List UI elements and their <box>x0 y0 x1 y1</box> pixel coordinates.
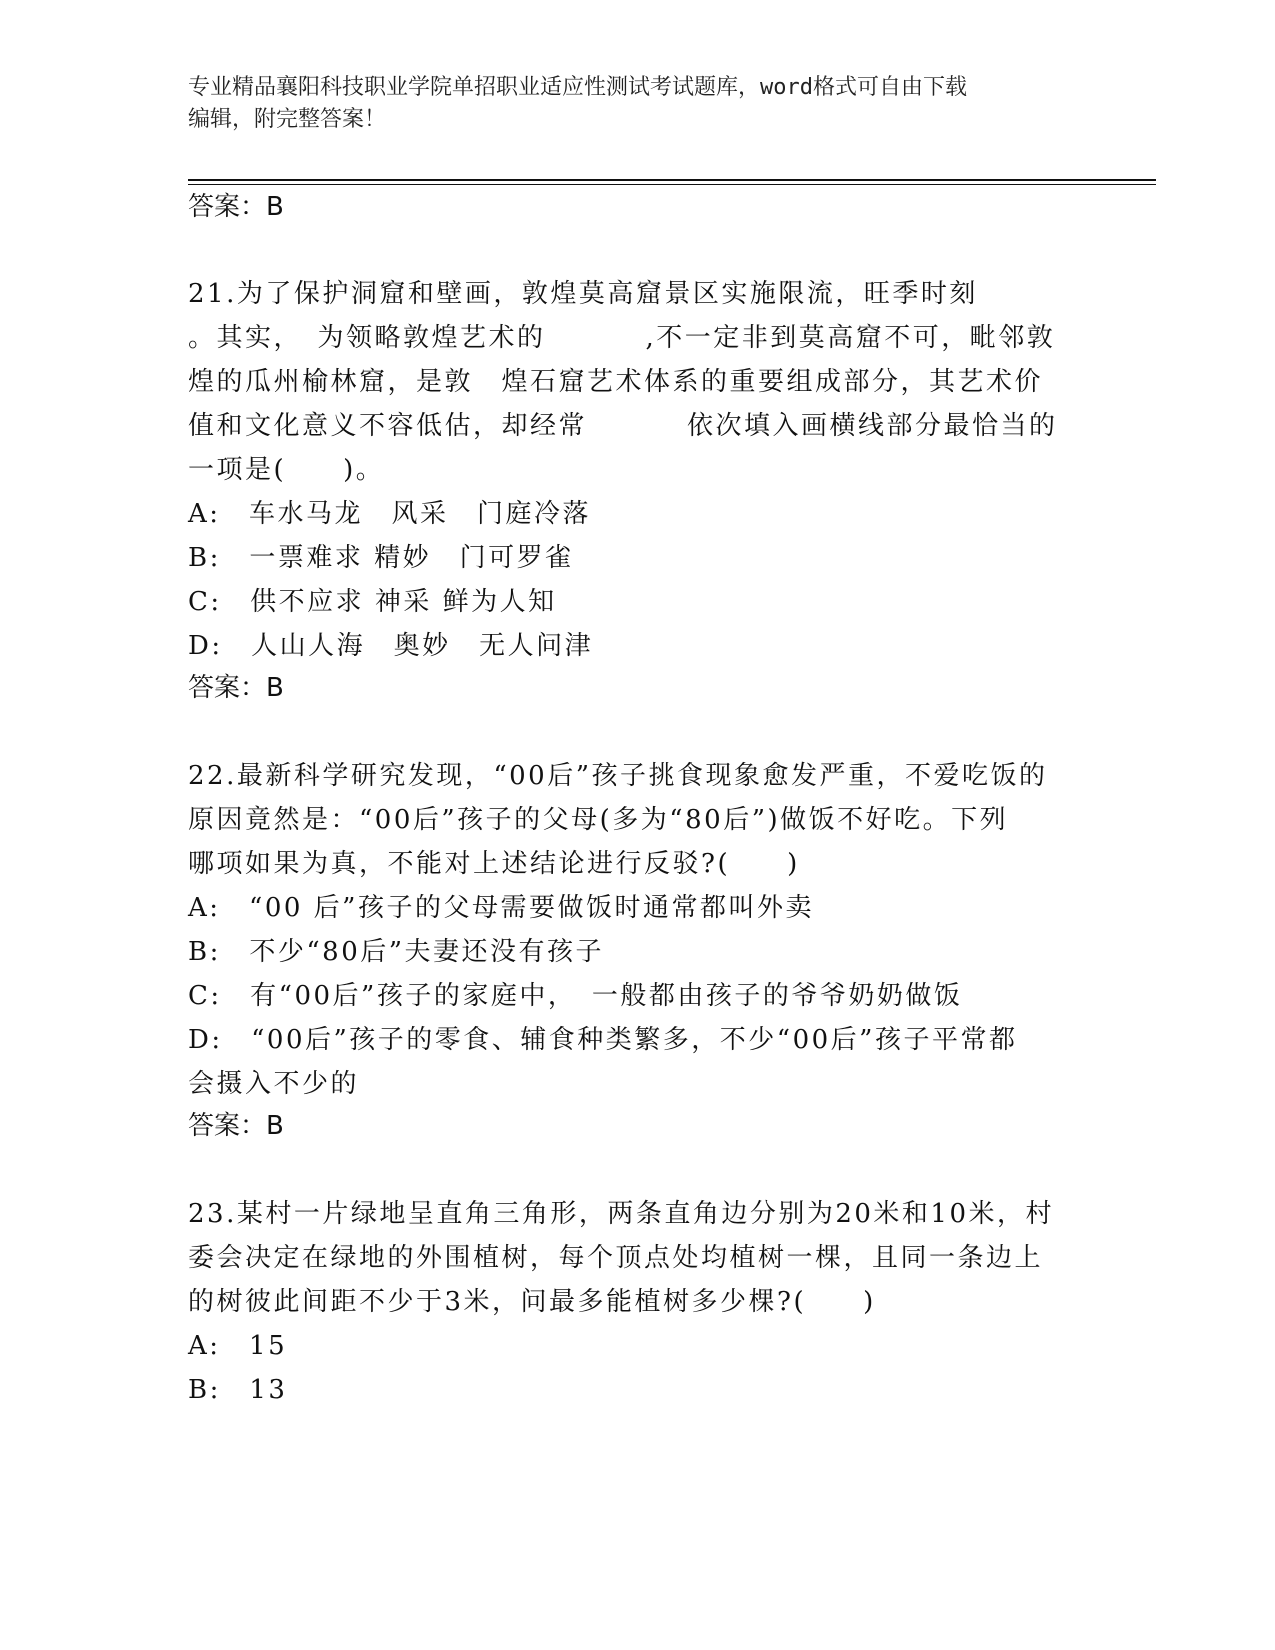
q21-stem-line-3: 煌的瓜州榆林窟，是敦 煌石窟艺术体系的重要组成部分，其艺术价 <box>188 367 1044 397</box>
q21-stem-line-4 <box>188 405 1058 442</box>
q21-option-a: A: 车水马龙 风采 门庭冷落 <box>188 499 592 529</box>
q21-option-d: D: 人山人海 奥妙 无人问津 <box>188 631 594 661</box>
answer-q21: 答案：B <box>188 673 284 703</box>
q21-stem-line-2a: 。其实， 为领略敦煌艺术的 <box>188 323 546 353</box>
q21-option-b: B: 一票难求 精妙 门可罗雀 <box>188 543 574 573</box>
q22-stem-line-3: 哪项如果为真，不能对上述结论进行反驳?( ) <box>188 849 800 879</box>
q22-option-c: C: 有“00后”孩子的家庭中， 一般都由孩子的爷爷奶奶做饭 <box>188 981 963 1011</box>
q21-stem-line-2 <box>188 317 1055 354</box>
q23-stem-line-2: 委会决定在绿地的外围植树，每个顶点处均植树一棵，且同一条边上 <box>188 1243 1044 1273</box>
answer-q20: 答案：B <box>188 192 284 222</box>
q22-option-d-line-2: 会摄入不少的 <box>188 1069 360 1099</box>
header-rule-thin <box>188 184 1156 185</box>
q22-stem-line-1: 22.最新科学研究发现，“00后”孩子挑食现象愈发严重，不爱吃饭的 <box>188 761 1048 791</box>
q23-stem-line-1: 23.某村一片绿地呈直角三角形，两条直角边分别为20米和10米，村 <box>188 1199 1055 1229</box>
q22-option-d-line-1: D: “00后”孩子的零食、辅食种类繁多，不少“00后”孩子平常都 <box>188 1025 1018 1055</box>
q23-stem-line-3: 的树彼此间距不少于3米，问最多能植树多少棵?( ) <box>188 1287 876 1317</box>
q21-stem-line-2b: ,不一定非到莫高窟不可，毗邻敦 <box>645 323 1056 353</box>
header-rule-thick <box>188 179 1156 181</box>
q21-stem-line-1: 21.为了保护洞窟和壁画，敦煌莫高窟景区实施限流，旺季时刻 <box>188 279 978 309</box>
q22-option-b: B: 不少“80后”夫妻还没有孩子 <box>188 937 605 967</box>
page-header <box>188 72 1088 136</box>
header-line-2: 编辑，附完整答案！ <box>188 107 387 132</box>
q22-option-a: A: “00 后”孩子的父母需要做饭时通常都叫外卖 <box>188 893 814 923</box>
q22-stem-line-2: 原因竟然是：“00后”孩子的父母(多为“80后”)做饭不好吃。下列 <box>188 805 1009 835</box>
q21-stem-line-4a: 值和文化意义不容低估，却经常 <box>188 411 588 441</box>
q23-option-b: B: 13 <box>188 1375 288 1405</box>
header-line-1: 专业精品襄阳科技职业学院单招职业适应性测试考试题库，word格式可自由下载 <box>188 75 967 100</box>
q21-option-c: C: 供不应求 神采 鲜为人知 <box>188 587 557 617</box>
q21-stem-line-4b: 依次填入画横线部分最恰当的 <box>687 411 1058 441</box>
answer-q22: 答案：B <box>188 1111 284 1141</box>
q23-option-a: A: 15 <box>188 1331 288 1361</box>
q21-stem-line-5: 一项是( )。 <box>188 455 385 485</box>
